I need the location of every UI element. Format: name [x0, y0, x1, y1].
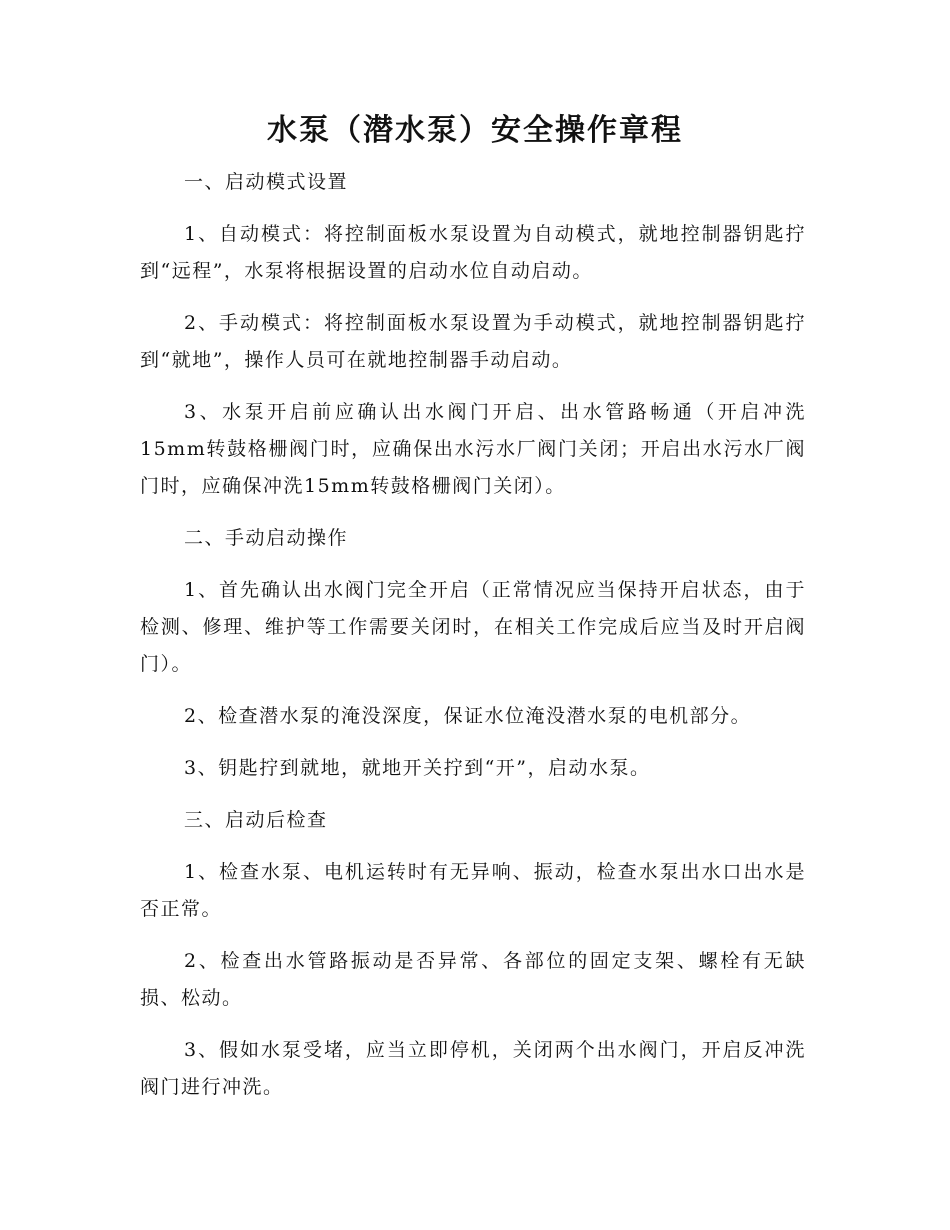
paragraph-blockage: 3、假如水泵受堵，应当立即停机，关闭两个出水阀门，开启反冲洗阀门进行冲洗。 — [140, 1039, 806, 1098]
document-title: 水泵（潜水泵）安全操作章程 — [267, 113, 683, 148]
paragraph-start-pump: 3、钥匙拧到就地，就地开关拧到“开”，启动水泵。 — [184, 757, 651, 779]
section-heading-post-start-check: 三、启动后检查 — [184, 809, 328, 831]
section-heading-startup-mode: 一、启动模式设置 — [184, 171, 349, 193]
paragraph-pipe-support: 2、检查出水管路振动是否异常、各部位的固定支架、螺栓有无缺损、松动。 — [140, 950, 806, 1009]
section-heading-manual-start: 二、手动启动操作 — [184, 527, 349, 549]
paragraph-noise-vibration: 1、检查水泵、电机运转时有无异响、振动，检查水泵出水口出水是否正常。 — [140, 861, 806, 920]
document-body — [140, 164, 806, 1121]
paragraph-manual-mode: 2、手动模式：将控制面板水泵设置为手动模式，就地控制器钥匙拧到“就地”，操作人员可在就地控制器手动启动。 — [140, 312, 806, 371]
paragraph-submersion-depth: 2、检查潜水泵的淹没深度，保证水位淹没潜水泵的电机部分。 — [184, 705, 752, 727]
paragraph-confirm-valve: 1、首先确认出水阀门完全开启（正常情况应当保持开启状态，由于检测、修理、维护等工作需要关闭时，在相关工作完成后应当及时开启阀门）。 — [140, 579, 806, 675]
paragraph-pre-start-check: 3、水泵开启前应确认出水阀门开启、出水管路畅通（开启冲洗15mm转鼓格栅阀门时，应确保出水污水厂阀门关闭；开启出水污水厂阀门时，应确保冲洗15mm转鼓格栅阀门关闭）。 — [140, 401, 806, 497]
paragraph-auto-mode: 1、自动模式：将控制面板水泵设置为自动模式，就地控制器钥匙拧到“远程”，水泵将根据设置的启动水位自动启动。 — [140, 223, 806, 282]
